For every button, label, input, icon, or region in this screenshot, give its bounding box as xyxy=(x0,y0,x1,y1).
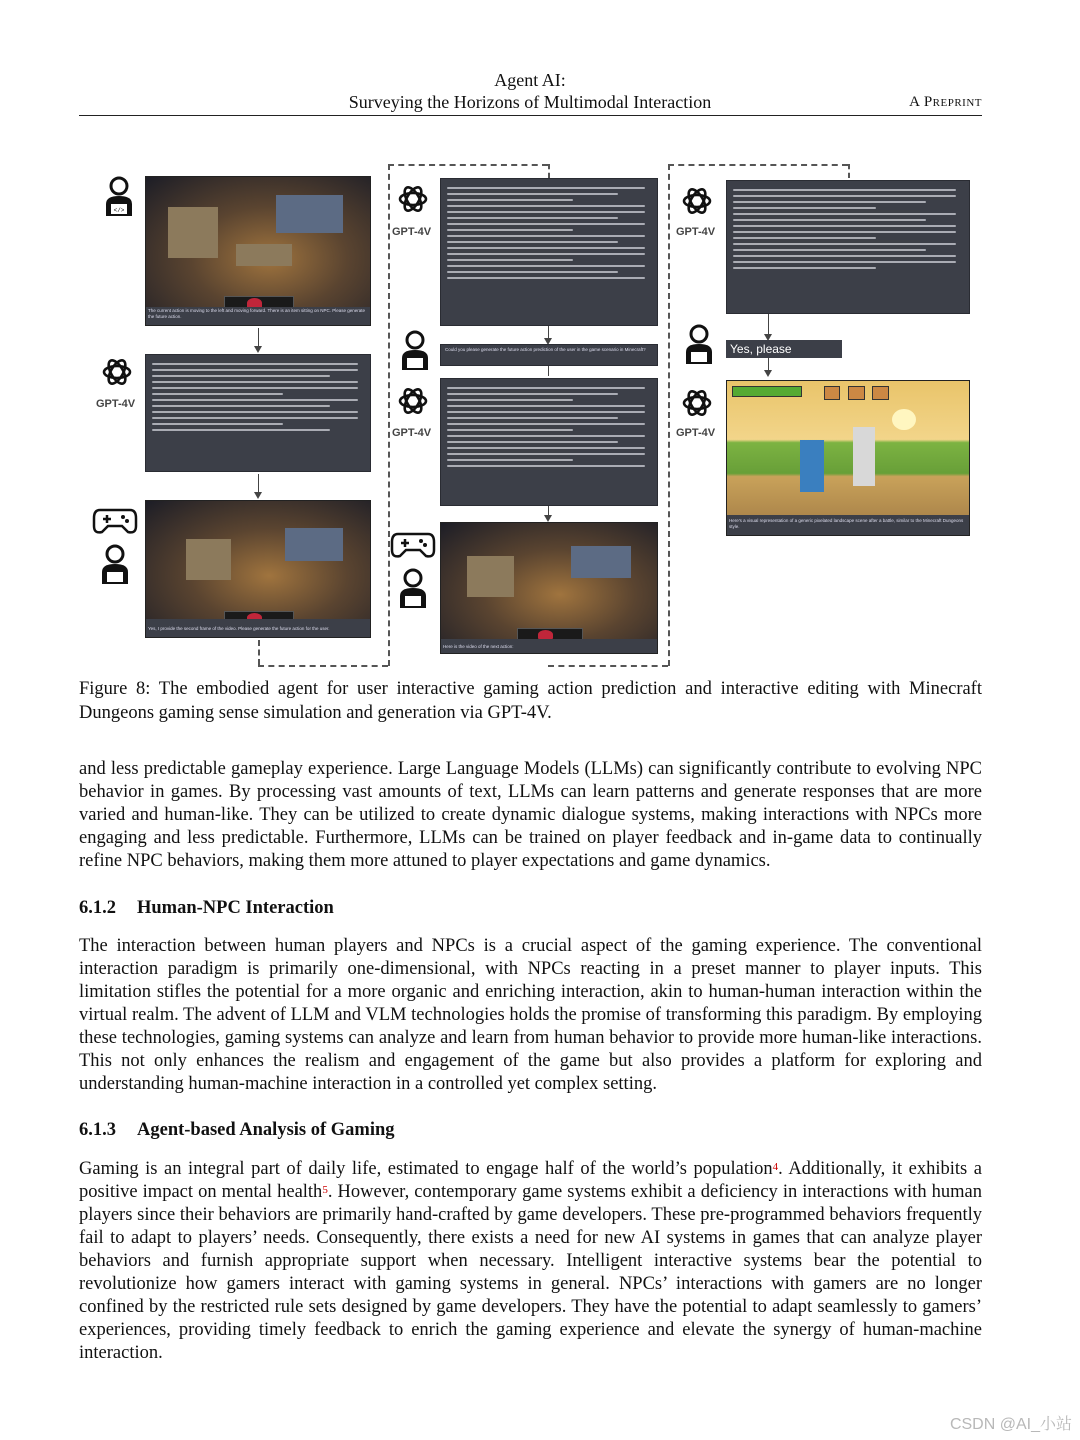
arrow xyxy=(548,366,549,376)
preprint-label: A Preprint xyxy=(909,94,982,110)
footnote-marker[interactable]: 5 xyxy=(322,1184,328,1196)
game-screenshot xyxy=(145,176,371,326)
arrow xyxy=(258,474,259,494)
arrowhead xyxy=(254,492,262,499)
game-screenshot xyxy=(145,500,371,638)
dashed-connector xyxy=(388,164,390,666)
panel2-caption: Yes, I provide the second frame of the video. Please generate the future action for the user. xyxy=(148,626,330,631)
user-reply-bubble: Yes, please generate it. xyxy=(726,340,842,358)
gpt4v-label: GPT-4V xyxy=(96,398,136,410)
paragraph-text: Gaming is an integral part of daily life, estimated to engage half of the world’s population xyxy=(79,1159,773,1179)
gpt-response-panel xyxy=(145,354,371,472)
gpt-response-panel xyxy=(726,180,970,314)
paragraph: and less predictable gameplay experience. Large Language Models (LLMs) can significantly contribute to evolving NPC behavior in games. By processing vast amounts of text, LLMs can learn patterns and generate responses that are more varied and human-like. They can be utilized to create dynamic dialogue systems, making interactions with NPCs more engaging and less predictable. Furthermore, LLMs can be trained on player feedback and in-game data to continually refine NPC behaviors, making them more attuned to player expectations and game dynamics. xyxy=(79,759,982,871)
panel5-caption: Here's a visual representation of a generic pixelated landscape scene after a battle, similar to the Minecraft Dungeons style. xyxy=(729,518,964,529)
dashed-connector xyxy=(388,164,548,166)
running-title-line2: Surveying the Horizons of Multimodal Interaction xyxy=(348,92,712,112)
section-number: 6.1.2 xyxy=(79,898,116,918)
figure-caption: Figure 8: The embodied agent for user interactive gaming action prediction and interactive editing with Minecraft Dungeons gaming sense simulation and generation via GPT-4V. xyxy=(79,679,982,723)
arrow xyxy=(768,314,769,336)
gpt-response-panel xyxy=(440,378,658,506)
paragraph xyxy=(79,1158,982,1365)
paragraph-text: . However, contemporary game systems exhibit a deficiency in interactions with human players since their behaviors are primarily hand-crafted by game developers. These pre-programmed behaviors frequently fail to adapt to players’ needs. Consequently, there exists a need for new AI systems in games that can analyze player behaviors and furnish appropriate support when necessary. Intelligent interactive systems bear the potential to revolutionize how gamers interact with gaming systems in general. NPCs’ interactions with gamers are no longer confined by the restricted rule sets designed by game developers. They have the potential to adapt seamlessly to gamers’ experiences, providing timely feedback to enrich the gaming experience and elevate the synergy of human-machine interaction. xyxy=(79,1182,983,1363)
openai-logo-icon xyxy=(680,184,714,218)
user-icon xyxy=(396,568,430,610)
user-icon xyxy=(98,544,132,586)
svg-text:</>: </> xyxy=(113,207,125,214)
dashed-connector xyxy=(548,164,550,178)
user-icon xyxy=(398,330,432,372)
arrowhead xyxy=(544,515,552,522)
game-screenshot xyxy=(440,522,658,654)
user-prompt-panel xyxy=(440,344,658,366)
panel1-caption: The current action is moving to the left and moving forward. There is an item sitting on NPC. Please generate the future action. xyxy=(148,308,366,319)
dashed-connector xyxy=(668,164,670,666)
panel4-prompt: Could you please generate the future action prediction of the user in the game scenario in Minecraft? xyxy=(445,347,646,352)
gpt4v-label: GPT-4V xyxy=(392,427,432,439)
footnote-marker[interactable]: 4 xyxy=(772,1161,779,1173)
gpt4v-label: GPT-4V xyxy=(676,226,716,238)
openai-logo-icon xyxy=(100,355,134,389)
panel3-caption: Here is the video of the next action: xyxy=(443,644,514,649)
dashed-connector xyxy=(668,164,848,166)
openai-logo-icon xyxy=(396,384,430,418)
gpt4v-label: GPT-4V xyxy=(392,226,432,238)
paragraph: The interaction between human players and NPCs is a crucial aspect of the gaming experience. The conventional interaction paradigm is primarily one-dimensional, with NPCs reacting in a preset manner to player inputs. This limitation stifles the potential for a more organic and enriching interaction, akin to human-human interaction within the virtual realm. The advent of LLM and VLM technologies holds the promise of transforming this paradigm. By employing these technologies, gaming systems can analyze and learn from human behavior to provide more human-like interactions. This not only enhances the realism and engagement of the game but also provides a platform for exploring and understanding human-machine interaction in a controlled yet complex setting. xyxy=(79,936,982,1094)
openai-logo-icon xyxy=(680,386,714,420)
watermark: CSDN @AI_小站 xyxy=(949,1416,1072,1433)
section-title: Agent-based Analysis of Gaming xyxy=(137,1120,395,1140)
running-title-line1: Agent AI: xyxy=(494,70,566,90)
gpt4v-label: GPT-4V xyxy=(676,427,716,439)
gamepad-icon xyxy=(92,506,138,536)
arrowhead xyxy=(254,346,262,353)
arrowhead xyxy=(764,370,772,377)
section-number: 6.1.3 xyxy=(79,1120,116,1140)
gamepad-icon xyxy=(390,530,436,560)
section-heading xyxy=(79,898,334,919)
dashed-connector xyxy=(848,164,850,178)
arrow xyxy=(258,328,259,348)
section-heading xyxy=(79,1120,395,1141)
paragraph-text: . Additionally, it exhibits a positive impact on mental health xyxy=(79,1159,982,1202)
openai-logo-icon xyxy=(396,182,430,216)
section-title: Human-NPC Interaction xyxy=(137,898,334,918)
user-icon xyxy=(682,324,716,366)
dashed-connector xyxy=(258,640,260,665)
dashed-connector xyxy=(258,665,388,667)
figure-8 xyxy=(0,0,1080,670)
dashed-connector xyxy=(548,665,668,667)
gpt-response-panel xyxy=(440,178,658,326)
user-icon xyxy=(102,176,136,218)
generated-game-scene-image xyxy=(726,380,970,536)
